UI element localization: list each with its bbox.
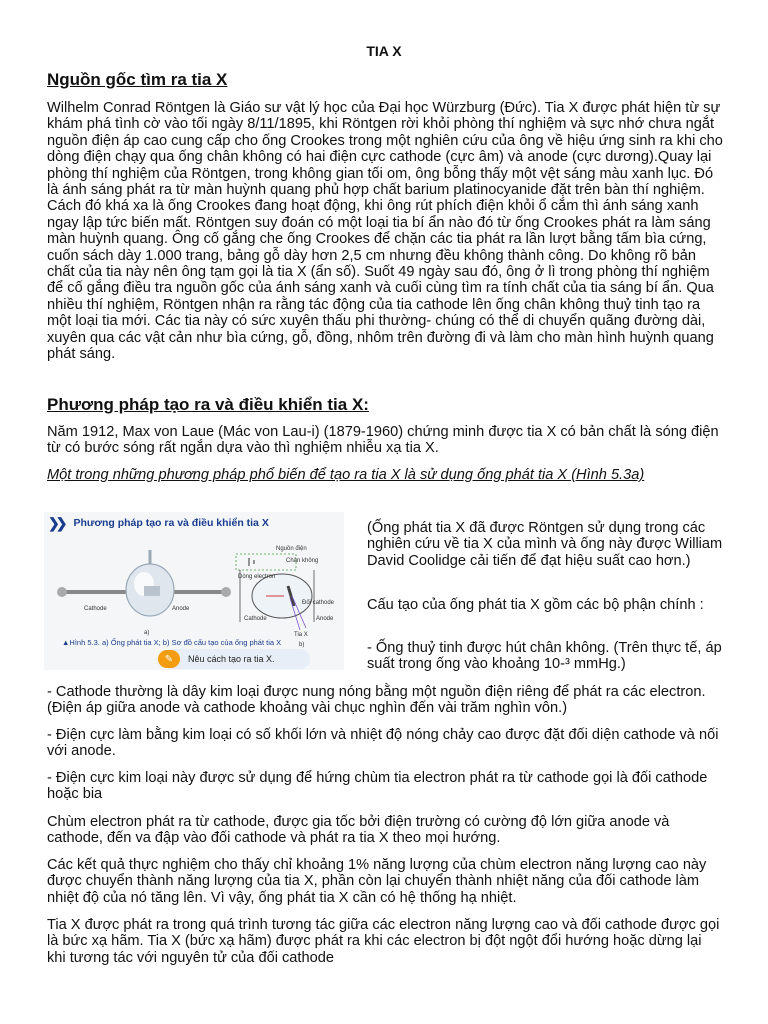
chevron-right-icon: ❯❯ [48, 514, 64, 531]
label-part-b: b) [299, 642, 305, 648]
figure-hint-text: Nêu cách tạo ra tia X. [188, 654, 275, 664]
label-anode-b: Anode [316, 616, 334, 622]
laue-paragraph: Năm 1912, Max von Laue (Mác von Lau-i) (1879-1960) chứng minh được tia X có bản chất là sóng điện từ có bước sóng rất ngắn dựa vào thì nghiệm nhiễu xạ tia X. [47, 424, 719, 457]
label-vacuum: Chân không [286, 558, 319, 564]
glass-tube-item: - Ống thuỷ tinh được hút chân không. (Trên thực tế, áp suất trong ống vào khoảng 10-³ mmHg.) [367, 640, 722, 673]
coolidge-note: (Ống phát tia X đã được Röntgen sử dụng trong các nghiên cứu về tia X của mình và ống này được William David Coolidge cải tiến để đạt hiệu suất cao hơn.) [367, 520, 723, 569]
tube-structure-intro: Cấu tạo của ống phát tia X gồm các bộ phận chính : [367, 597, 704, 613]
label-electron: Dòng electron [238, 574, 276, 580]
anticathode-item: - Điện cực kim loại này được sử dụng để hứng chùm tia electron phát ra từ cathode gọi là đối cathode hoặc bia [47, 770, 708, 803]
figure-banner-title: Phương pháp tạo ra và điều khiển tia X [73, 517, 269, 529]
section-heading-origin: Nguồn gốc tìm ra tia X [47, 70, 228, 89]
label-anticathode: Đối cathode [302, 600, 335, 606]
pencil-icon: ✎ [158, 650, 180, 668]
document-title: TIA X [366, 43, 402, 59]
section-heading-method: Phương pháp tạo ra và điều khiển tia X: [47, 395, 369, 414]
xray-tube-figure [44, 512, 344, 670]
method-italic-line: Một trong những phương pháp phổ biến để tạo ra tia X là sử dụng ống phát tia X (Hình 5.3a) [47, 467, 645, 483]
label-cathode-b: Cathode [244, 616, 267, 622]
energy-paragraph: Các kết quả thực nghiệm cho thấy chỉ khoảng 1% năng lượng của chùm electron năng lượng cao này được chuyển thành năng lượng của tia X, phần còn lại chuyển thành nhiệt năng của đối cathode làm nhiệt độ của nó tăng lên. Vì vậy, ống phát tia X cần có hệ thống hạ nhiệt. [47, 857, 707, 906]
electron-beam-paragraph: Chùm electron phát ra từ cathode, được gia tốc bởi điện trường có cường độ lớn giữa anode và cathode, đến va đập vào đối cathode và phát ra tia X theo mọi hướng. [47, 814, 670, 847]
anode-item: - Điện cực làm bằng kim loại có số khối lớn và nhiệt độ nóng chảy cao được đặt đối diện cathode và nối với anode. [47, 727, 719, 760]
figure-caption: ▲Hình 5.3. a) Ống phát tia X; b) Sơ đồ cấu tạo của ống phát tia X [62, 638, 282, 647]
bremsstrahlung-paragraph: Tia X được phát ra trong quá trình tương tác giữa các electron năng lượng cao và đối cathode được gọi là bức xạ hãm. Tia X (bức xạ hãm) được phát ra khi các electron bị đột ngột đổi hướng hoặc dừng lại khi tương tác với nguyên tử của đối cathode [47, 917, 720, 966]
label-power-source: Nguồn điện [276, 546, 307, 552]
origin-paragraph: Wilhelm Conrad Röntgen là Giáo sư vật lý học của Đại học Würzburg (Đức). Tia X được phát hiện từ sự khám phá tình cờ vào tối ngày 8/11/1895, khi Röntgen rời khỏi phòng thí nghiệm và sực nhớ chưa ngắt nguồn điện áp cao cung cấp cho ống Crookes trong một nghiên cứu của ông về hiệu ứng sinh ra khi cho dòng điện chạy qua ống chân không có hai điện cực cathode (cực âm) và anode (cực dương).Quay lại phòng thí nghiệm của Röntgen, trong không gian tối om, ông bỗng thấy một vệt sáng màu xanh lục. Đó là ánh sáng phát ra từ màn huỳnh quang phủ hợp chất barium platinocyanide đặt trên bàn thí nghiệm. Cách đó khá xa là ống Crookes đang hoạt động, khi ông rút phích điện khỏi ổ cắm thì ánh sáng xanh ngay lập tức biến mất. Röntgen suy đoán có một loại tia bí ẩn nào đó từ ống Crookes phát ra làm sáng màn huỳnh quang. Ông cố gắng che ống Crookes để chặn các tia phát ra lần lượt bằng tấm bìa cứng, cuốn sách dày 1.000 trang, bảng gỗ dày hơn 2,5 cm nhưng đều không thành công. Do không rõ bản chất của tia này nên ông tạm gọi là tia X (ẩn số). Suốt 49 ngày sau đó, ông ở lì trong phòng thí nghiệm để cố gắng điều tra nguồn gốc của ánh sáng xanh và cuối cùng tìm ra tính chất của tia sáng bí ẩn. Qua nhiều thí nghiệm, Röntgen nhận ra rằng tác động của tia cathode lên ống chân không thuỷ tinh tạo ra một loại tia mới. Các tia này có sức xuyên thấu phi thường- chúng có thể di chuyển quãng đường dài, xuyên qua các vật cản như bìa cứng, gỗ, đồng, nhôm trên đường đi và làm cho màn hình huỳnh quang phát sáng. [47, 100, 723, 363]
cathode-item: - Cathode thường là dây kim loại được nung nóng bằng một nguồn điện riêng để phát ra các electron. (Điện áp giữa anode và cathode khoảng vài chục nghìn đến vài trăm nghìn vôn.) [47, 684, 706, 717]
label-part-a: a) [144, 630, 150, 636]
figure-hint [162, 649, 310, 669]
label-x-ray: Tia X [294, 632, 308, 638]
label-cathode-a: Cathode [84, 606, 107, 612]
label-anode-a: Anode [172, 606, 190, 612]
figure-banner [44, 512, 344, 534]
